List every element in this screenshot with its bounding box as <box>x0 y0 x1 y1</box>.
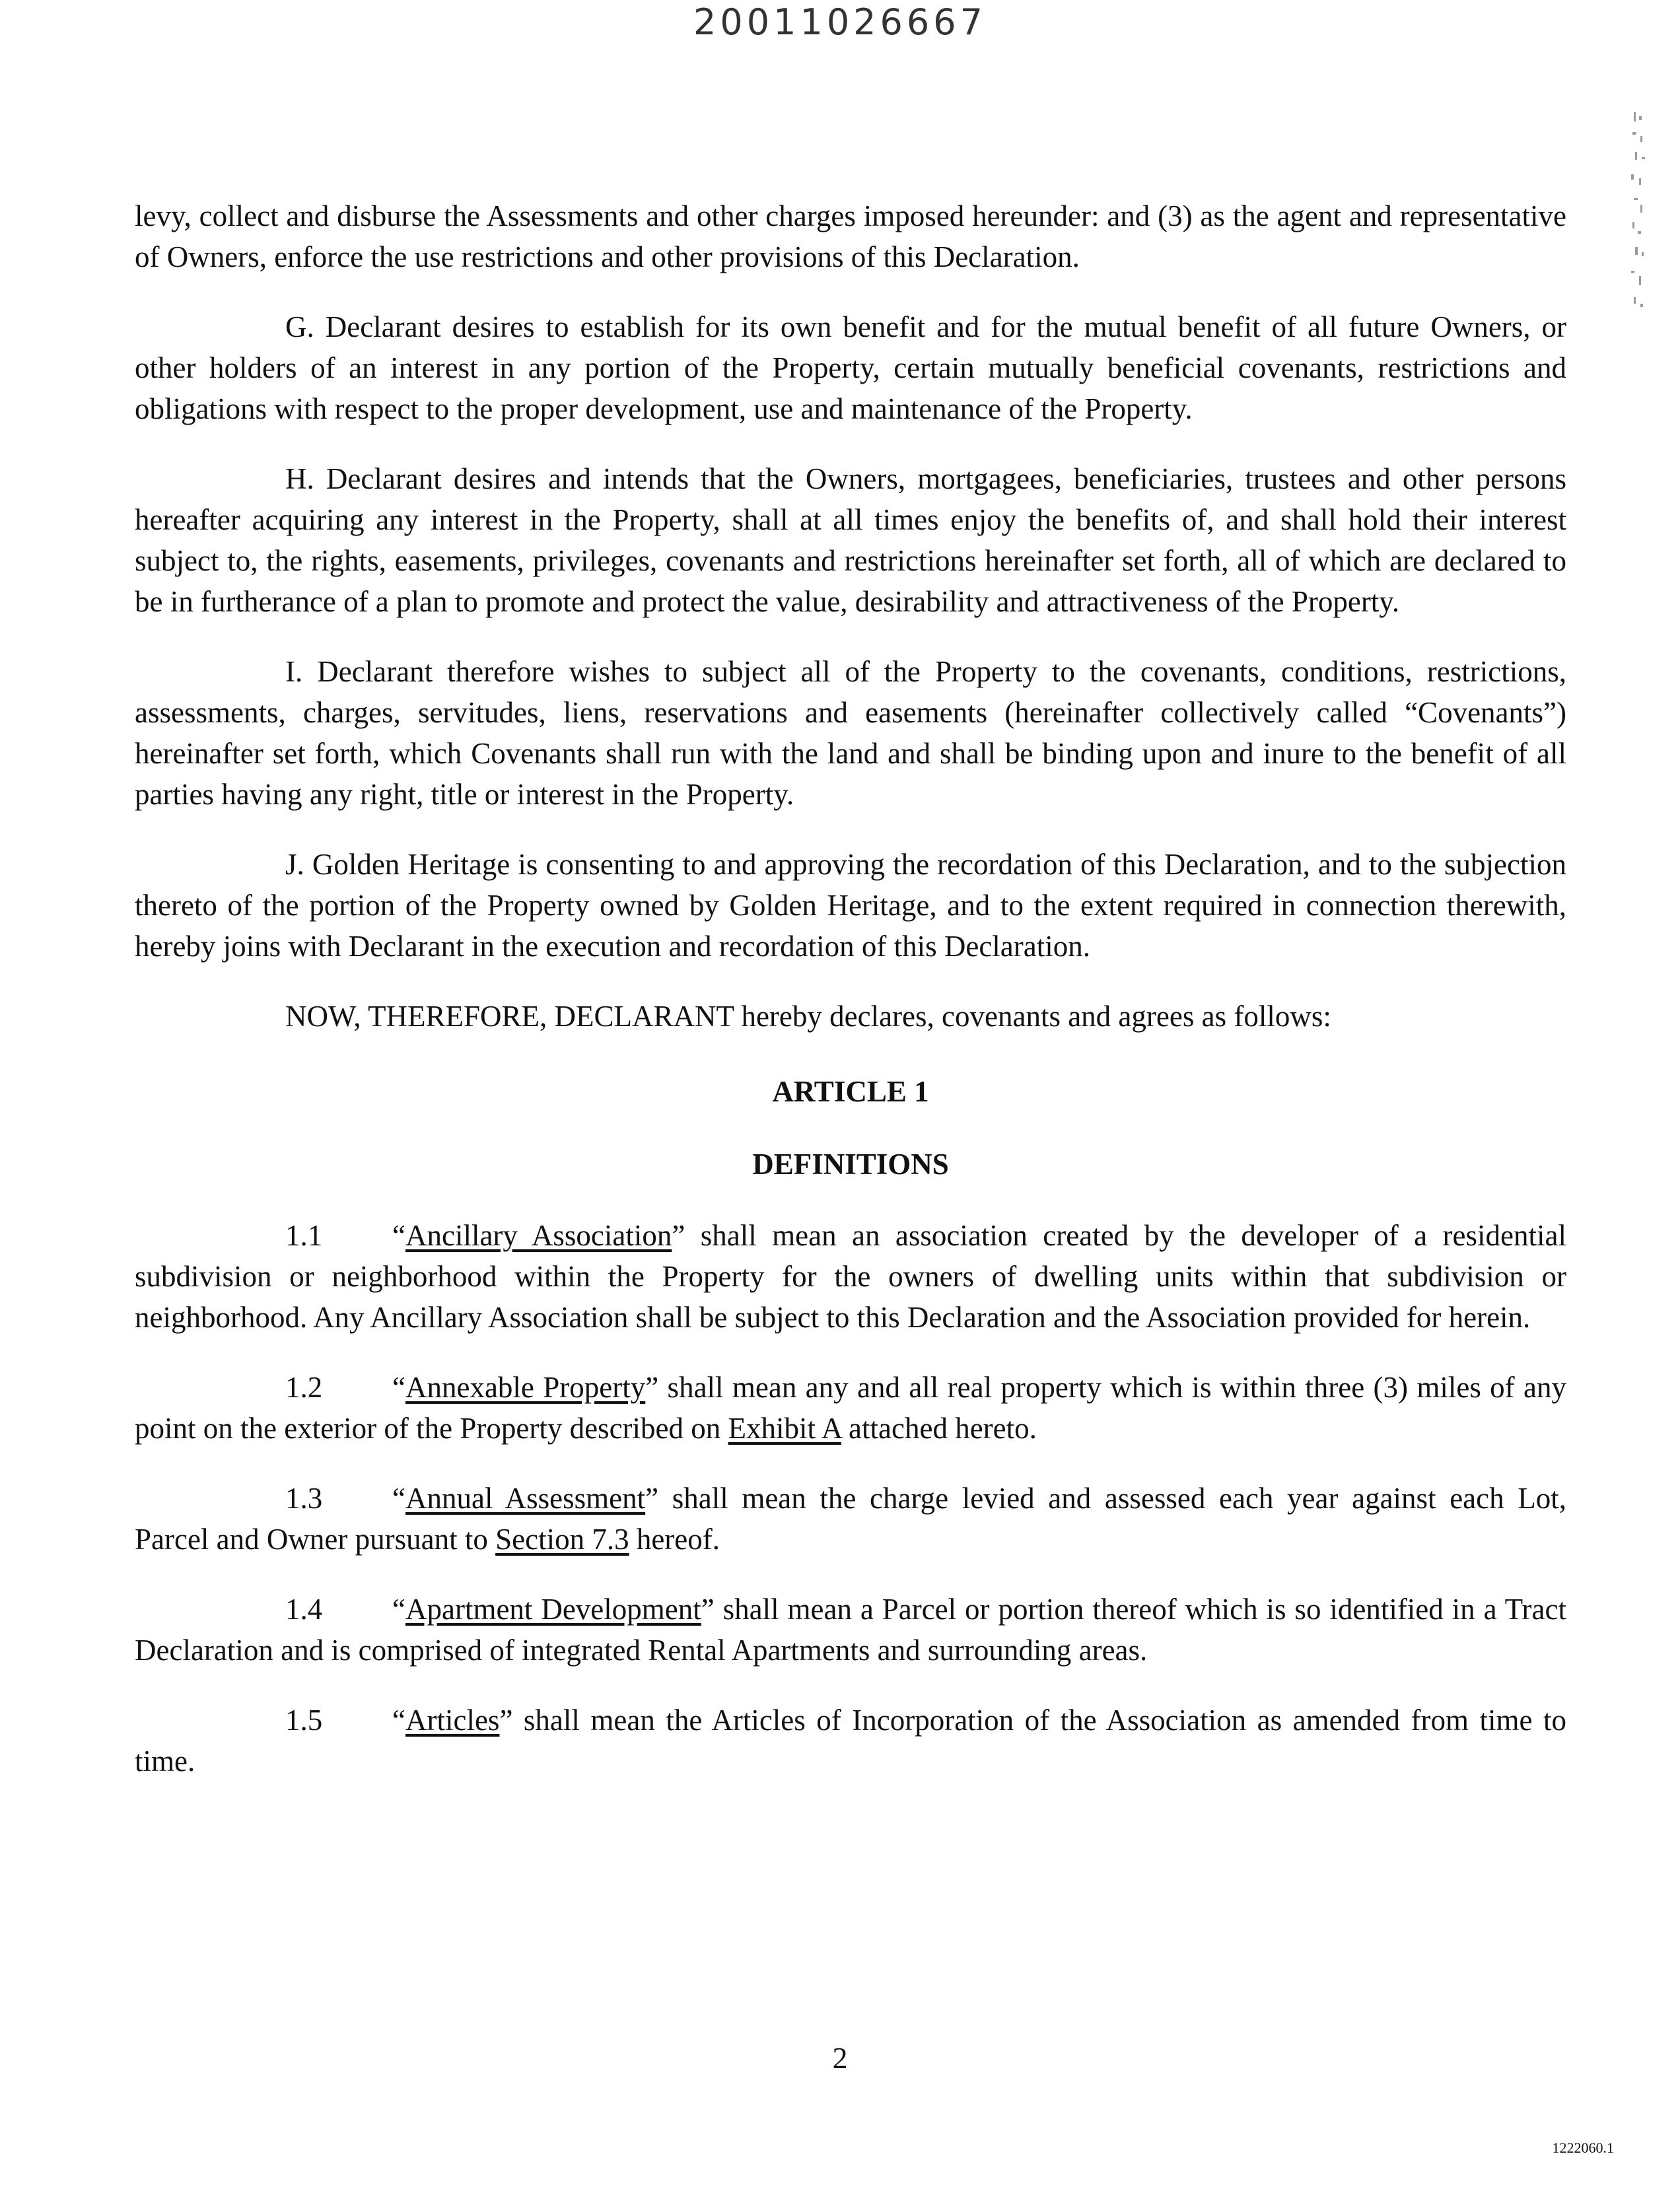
open-quote: “ <box>392 1219 405 1252</box>
definition-text-end: attached hereto. <box>841 1412 1037 1445</box>
defined-term: Annexable Property <box>405 1371 646 1404</box>
defined-term: Annual Assessment <box>405 1482 646 1515</box>
recital-i: I. Declarant therefore wishes to subject all of the Property to the covenants, conditions, restrictions, assessments, charges, servitudes, liens, reservations and easements (hereinafter collectively called “Covenants”) hereinafter set forth, which Covenants shall run with the land and shall be binding upon and inure to the benefit of all parties having any right, title or interest in the Property. <box>135 655 1566 811</box>
definition-text: ” shall mean an association created by the developer of a residential subdivision or neighborhood within the Property for the owners of dwelling units within that subdivision or neighborhood. Any Ancillary Association shall be subject to this Declaration and the Association provided for herein. <box>135 1219 1566 1334</box>
open-quote: “ <box>392 1704 405 1737</box>
open-quote: “ <box>392 1371 405 1404</box>
recording-number: 20011026667 <box>693 1 987 43</box>
open-quote: “ <box>392 1482 405 1515</box>
document-id: 1222060.1 <box>1552 2139 1614 2156</box>
definition-1-4 <box>135 1589 1566 1671</box>
section-reference: Section 7.3 <box>495 1523 629 1556</box>
exhibit-reference: Exhibit A <box>728 1412 841 1445</box>
definition-text-end: hereof. <box>629 1523 720 1556</box>
definition-text: ” shall mean the Articles of Incorporation of the Association as amended from time to time. <box>135 1704 1566 1778</box>
recital-g: G. Declarant desires to establish for its own benefit and for the mutual benefit of all future Owners, or other holders of an interest in any portion of the Property, certain mutually beneficial covenants, restrictions and obligations with respect to the proper development, use and maintenance of the Property. <box>135 310 1566 425</box>
recital-h: H. Declarant desires and intends that the Owners, mortgagees, beneficiaries, trustees and other persons hereafter acquiring any interest in the Property, shall at all times enjoy the benefits of, and shall hold their interest subject to, the rights, easements, privileges, covenants and restrictions hereinafter set forth, all of which are declared to be in furtherance of a plan to promote and protect the value, desirability and attractiveness of the Property. <box>135 462 1566 618</box>
article-heading: ARTICLE 1 <box>772 1075 929 1108</box>
definition-text: ” shall mean any and all real property which is within three (3) miles of any point on the exterior of the Property described on <box>135 1371 1566 1445</box>
definition-number: 1.4 <box>285 1593 323 1626</box>
paragraph-f-continued: levy, collect and disburse the Assessments and other charges imposed hereunder: and (3) as the agent and representative of Owners, enforce the use restrictions and other provisions of this Declaration. <box>135 199 1566 273</box>
definition-1-5 <box>135 1700 1566 1782</box>
definition-number: 1.1 <box>285 1219 323 1252</box>
definition-1-3 <box>135 1478 1566 1560</box>
defined-term: Articles <box>405 1704 500 1737</box>
document-body <box>135 195 1566 1811</box>
open-quote: “ <box>392 1593 405 1626</box>
article-title: DEFINITIONS <box>752 1148 949 1181</box>
definition-number: 1.3 <box>285 1482 323 1515</box>
definition-text: ” shall mean a Parcel or portion thereof which is so identified in a Tract Declaration and is comprised of integrated Rental Apartments and surrounding areas. <box>135 1593 1566 1667</box>
definition-1-2 <box>135 1367 1566 1449</box>
definition-text: ” shall mean the charge levied and assessed each year against each Lot, Parcel and Owner pursuant to <box>135 1482 1566 1556</box>
definition-number: 1.2 <box>285 1371 323 1404</box>
defined-term: Apartment Development <box>405 1593 701 1626</box>
definition-1-1 <box>135 1215 1566 1338</box>
recital-j: J. Golden Heritage is consenting to and approving the recordation of this Declaration, and to the subjection thereto of the portion of the Property owned by Golden Heritage, and to the extent required in connection therewith, hereby joins with Declarant in the execution and recordation of this Declaration. <box>135 848 1566 963</box>
now-therefore-clause: NOW, THEREFORE, DECLARANT hereby declares, covenants and agrees as follows: <box>285 1000 1331 1033</box>
recorder-stamp-mark <box>1621 106 1656 324</box>
defined-term: Ancillary Association <box>405 1219 672 1252</box>
page-number: 2 <box>832 2041 848 2075</box>
definition-number: 1.5 <box>285 1704 323 1737</box>
